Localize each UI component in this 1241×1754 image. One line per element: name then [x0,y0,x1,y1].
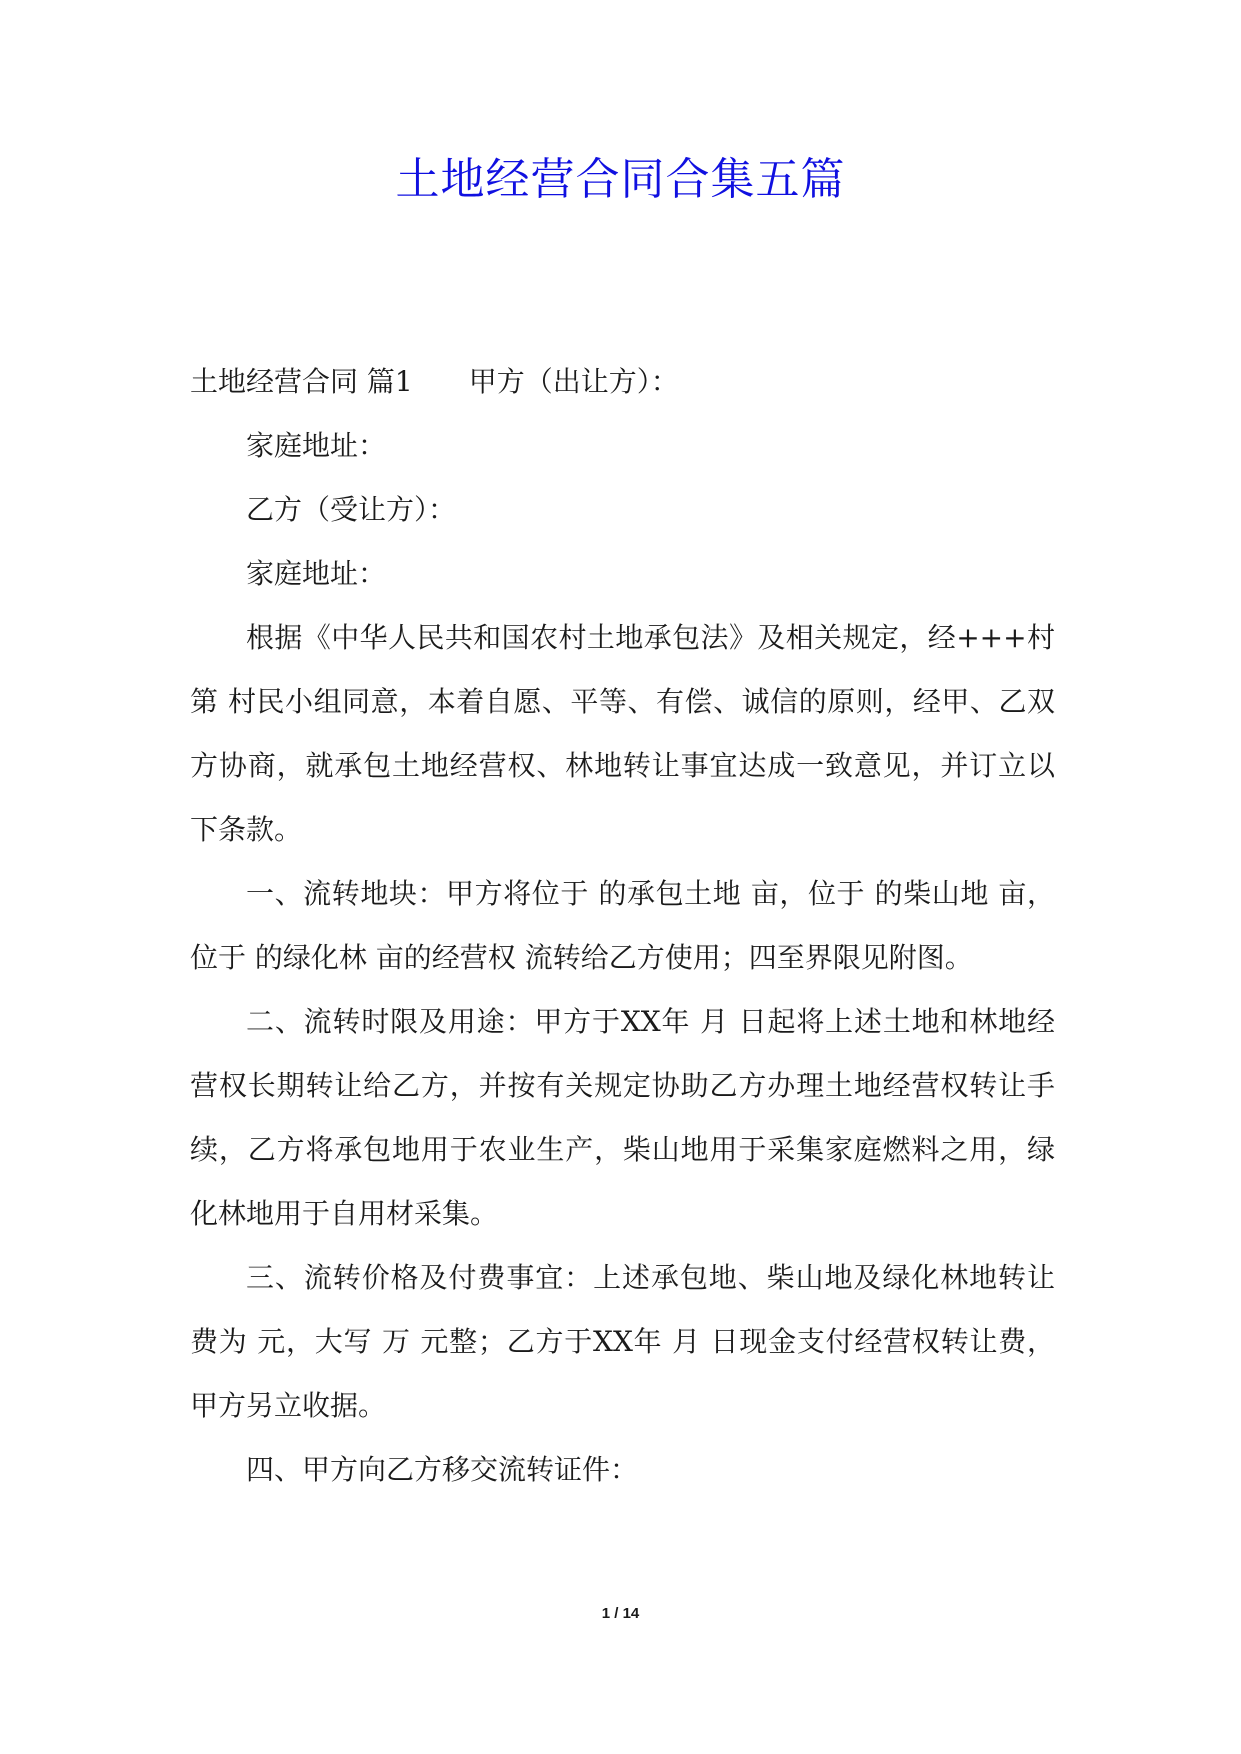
document-title: 土地经营合同合集五篇 [395,154,846,205]
paragraph-clause-4: 四、甲方向乙方移交流转证件： [246,1453,639,1486]
paragraph-clause-1: 一、流转地块：甲方将位于 的承包土地 亩，位于 的柴山地 亩，位于 的绿化林 亩的经营权 流转给乙方使用；四至界限见附图。 [190,877,1055,974]
document-body [190,350,1055,1502]
paragraph-preamble: 根据《中华人民共和国农村土地承包法》及相关规定，经+++村第 村民小组同意，本着自愿、平等、有偿、诚信的原则，经甲、乙双方协商，就承包土地经营权、林地转让事宜达成一致意见，并订立以下条款。 [190,621,1055,846]
paragraph-clause-3: 三、流转价格及付费事宜：上述承包地、柴山地及绿化林地转让费为 元，大写 万 元整；乙方于XX年 月 日现金支付经营权转让费，甲方另立收据。 [190,1261,1055,1422]
paragraph-party-b-address: 家庭地址： [246,557,387,590]
paragraph-party-b: 乙方（受让方）： [246,493,457,526]
paragraph-clause-2: 二、流转时限及用途：甲方于XX年 月 日起将上述土地和林地经营权长期转让给乙方，并按有关规定协助乙方办理土地经营权转让手续，乙方将承包地用于农业生产，柴山地用于采集家庭燃料之用，绿化林地用于自用材采集。 [190,1005,1055,1230]
contract-heading-line: 土地经营合同 篇1 甲方（出让方）： [190,365,679,398]
paragraph-party-a-address: 家庭地址： [246,429,387,462]
page-number: 1 / 14 [601,1605,640,1622]
